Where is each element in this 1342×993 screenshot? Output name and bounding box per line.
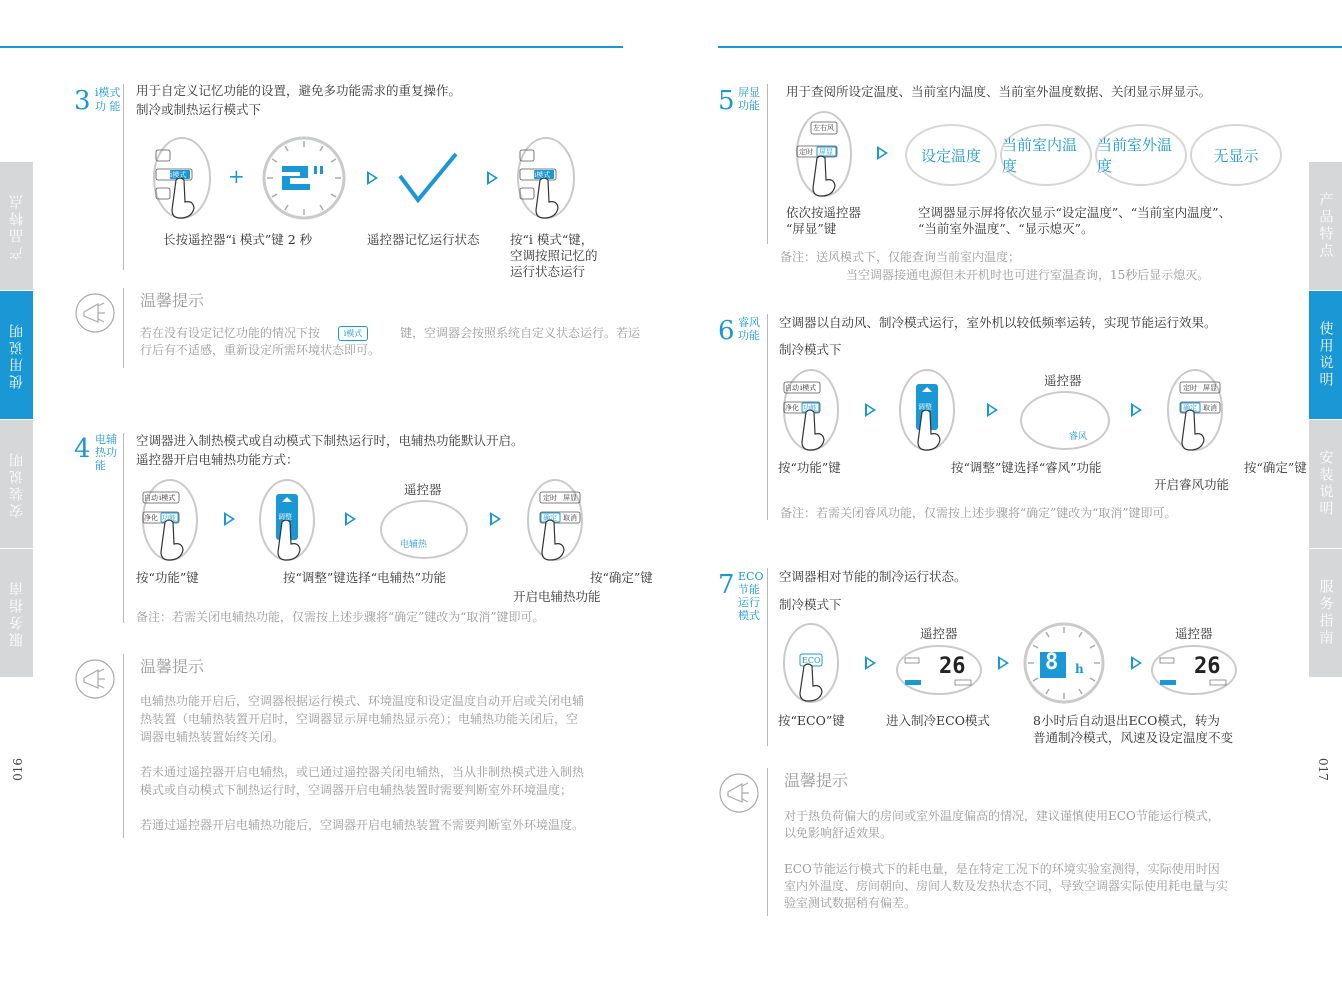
sec3-arrow-1 — [367, 171, 378, 185]
sec4-name-2: 热功 — [95, 446, 117, 459]
timer-2s-icon — [262, 136, 346, 220]
sec5-remote-screen-btn — [795, 110, 853, 198]
page-number-left: 016 — [11, 758, 25, 781]
side-tab-right-features[interactable]: 产品特点 — [1309, 162, 1342, 290]
tip3-p2-l2: 室内外温度、房间朝向、房间人数及发热状态不同，导致空调器实际使用耗电量与实 — [784, 879, 1229, 893]
sec6-remote-adjust — [898, 368, 956, 452]
tip1-line2: 行后有不适感，重新设定所需环境状态即可。 — [140, 343, 381, 357]
sec5-divider — [767, 84, 768, 244]
tip2-p1-l1: 电辅热功能开启后，空调器根据运行模式、环境温度和设定温度自动开启或关闭电辅 — [140, 694, 585, 708]
sec6-remote-screen — [1020, 391, 1110, 450]
side-tab-left-features[interactable]: 产品特点 — [0, 162, 33, 290]
sec3-name-1: i模式 — [95, 86, 121, 99]
tip2-p1-l3: 调器电辅热装置始终关闭。 — [140, 730, 285, 744]
sec7-remote-screen-2 — [1150, 644, 1238, 696]
tip3-title: 温馨提示 — [784, 771, 849, 790]
sec3-name-2: 功 能 — [95, 100, 121, 113]
sec7-hour-unit: h — [1075, 662, 1084, 676]
sec4-btn-ok: 确定 — [543, 514, 557, 522]
tip2-title: 温馨提示 — [140, 657, 205, 676]
side-tab-left-install[interactable]: 安装说明 — [0, 420, 33, 548]
sec6-arrow-1 — [865, 403, 876, 417]
sec3-remote-btn-imode: i模式 — [170, 171, 187, 179]
tip2-divider — [123, 654, 124, 838]
tip1-divider — [123, 288, 124, 368]
sec7-arrow-2 — [998, 656, 1009, 670]
sec6-btn-imode: i模式 — [800, 384, 817, 392]
sec4-screen-text: 电辅热 — [400, 540, 428, 550]
sec4-remote-screen — [380, 500, 468, 559]
sec3-caption-3b: 空调按照记忆的 — [510, 248, 598, 263]
sec7-mode: 制冷模式下 — [779, 597, 842, 612]
sec5-caption-2a: 空调器显示屏将依次显示“设定温度”、“当前室内温度”、 — [918, 205, 1232, 220]
side-tab-left-usage[interactable]: 使用说明 — [0, 291, 33, 419]
sec6-desc: 空调器以自动风、制冷模式运行，室外机以较低频率运转，实现节能运行效果。 — [779, 315, 1217, 330]
sec5-desc: 用于查阅所设定温度、当前室内温度、当前室外温度数据、关闭显示屏显示。 — [786, 84, 1212, 99]
sec6-name-1: 睿风 — [738, 316, 760, 329]
sec3-divider — [123, 84, 124, 270]
sec7-name-4: 模式 — [738, 609, 760, 622]
sec3-remote-press-2 — [516, 136, 576, 220]
sec7-arrow-3 — [1131, 656, 1142, 670]
sec4-caption-3: 按“确定”键 — [590, 570, 653, 585]
sec4-remote-adjust — [258, 478, 316, 562]
sec3-arrow-2 — [487, 171, 498, 185]
sec5-caption-2b: “当前室外温度”、“显示熄灭”。 — [918, 221, 1094, 236]
sec5-display-indoor-temp: 当前室内温度 — [1000, 124, 1092, 186]
top-rule-left — [0, 46, 623, 48]
side-tab-left-service[interactable]: 服务指南 — [0, 549, 33, 677]
tip2-p3: 若通过遥控器开启电辅热功能后，空调器开启电辅热装置不需要判断室外环境温度。 — [140, 818, 585, 832]
sec3-remote-press — [152, 136, 212, 220]
sec5-arrow — [877, 146, 888, 160]
checkmark-icon — [396, 150, 460, 206]
sec7-temp-2: 26 — [1194, 654, 1221, 679]
side-tab-right-usage[interactable]: 使用说明 — [1309, 291, 1342, 419]
sec7-caption-3b: 普通制冷模式，风速及设定温度不变 — [1033, 730, 1234, 745]
tip-megaphone-icon-1 — [74, 292, 116, 334]
sec6-remote-label: 遥控器 — [1044, 373, 1082, 388]
sec6-btn-adjust: 调整 — [918, 403, 932, 411]
tip1-title: 温馨提示 — [140, 291, 205, 310]
tip-megaphone-icon-2 — [74, 658, 116, 700]
tip-megaphone-icon-3 — [718, 772, 760, 814]
sec6-remote-func — [782, 368, 840, 452]
sec4-divider — [123, 433, 124, 623]
tip2-p2-l1: 若未通过遥控器开启电辅热，或已通过遥控器关闭电辅热，当从非制热模式进入制热 — [140, 765, 585, 779]
tip3-p1-l1: 对于热负荷偏大的房间或室外温度偏高的情况，建议谨慎使用ECO节能运行模式， — [784, 809, 1220, 823]
tip1-imode-button: i模式 — [338, 326, 368, 341]
sec4-btn-imode: i模式 — [159, 494, 176, 502]
sec7-divider — [767, 568, 768, 746]
sec4-caption-4: 开启电辅热功能 — [513, 589, 601, 604]
sec5-display-set-temp: 设定温度 — [905, 124, 997, 186]
sec6-btn-screen: 屏显 — [1203, 384, 1217, 392]
sec5-name-2: 功能 — [738, 99, 760, 112]
sec4-btn-screen: 屏显 — [563, 494, 577, 502]
sec4-desc: 空调器进入制热模式或自动模式下制热运行时，电辅热功能默认开启。 — [136, 433, 524, 448]
sec5-btn-timer: 定时 — [799, 148, 813, 156]
sec4-arrow-3 — [490, 512, 501, 526]
sec4-arrow-1 — [224, 512, 235, 526]
sec5-name-1: 屏显 — [738, 86, 760, 99]
sec6-screen-text: 睿风 — [1069, 432, 1088, 442]
sec6-btn-jinghua: 净化 — [785, 404, 799, 412]
side-tab-right-service[interactable]: 服务指南 — [1309, 549, 1342, 677]
sec5-btn-screen: 屏显 — [819, 148, 833, 156]
sec6-btn-timer: 定时 — [1183, 384, 1197, 392]
sec4-method: 遥控器开启电辅热功能方式： — [136, 452, 299, 467]
sec7-hours: 8 — [1045, 650, 1059, 675]
sec4-arrow-2 — [345, 512, 356, 526]
tip1-line1b: 键，空调器会按照系统自定义状态运行。若运 — [400, 326, 641, 340]
sec6-caption-3: 按“确定”键 — [1244, 460, 1307, 475]
sec4-btn-auto: 自动 — [144, 494, 158, 502]
sec5-note-1: 备注：送风模式下，仅能查询当前室内温度； — [780, 250, 1021, 264]
sec7-temp-1: 26 — [939, 654, 966, 679]
sec7-name-1: ECO — [738, 570, 764, 583]
sec6-arrow-2 — [987, 403, 998, 417]
sec5-display-outdoor-temp: 当前室外温度 — [1095, 124, 1187, 186]
sec6-btn-func: 功能 — [803, 404, 817, 412]
sec6-caption-2: 按“调整”键选择“睿风”功能 — [951, 460, 1102, 475]
sec3-mode: 制冷或制热运行模式下 — [136, 102, 262, 117]
sec7-name-3: 运行 — [738, 596, 760, 609]
sec4-btn-adjust: 调整 — [278, 513, 292, 521]
sec4-name-1: 电辅 — [95, 433, 117, 446]
tip2-p1-l2: 热装置（电辅热装置开启时，空调器显示屏电辅热显示亮）；电辅热功能关闭后，空 — [140, 712, 579, 726]
sec4-note: 备注：若需关闭电辅热功能，仅需按上述步骤将“确定”键改为“取消”键即可。 — [136, 610, 545, 624]
tip3-divider — [767, 768, 768, 916]
sec4-btn-jinghua: 净化 — [144, 514, 158, 522]
sec7-name-2: 节能 — [738, 583, 760, 596]
sec3-caption-3c: 运行状态运行 — [510, 264, 586, 279]
tip3-p2-l1: ECO节能运行模式下的耗电量，是在特定工况下的环境实验室测得，实际使用时因 — [784, 862, 1220, 876]
sec5-caption-1a: 依次按遥控器 — [786, 205, 862, 220]
sec4-caption-1: 按“功能”键 — [136, 570, 199, 585]
sec3-caption-3a: 按“i 模式“键， — [510, 232, 594, 247]
sec7-remote-eco — [782, 622, 840, 704]
timer-8h-icon — [1023, 622, 1105, 704]
tip3-p2-l3: 验室测试数据稍有偏差。 — [784, 896, 917, 910]
sec6-remote-ok — [1166, 368, 1224, 452]
sec3-remote2-btn-imode: i模式 — [534, 171, 551, 179]
sec7-remote-label-1: 遥控器 — [920, 626, 958, 641]
sec7-btn-eco: ECO — [802, 656, 821, 665]
sec5-caption-1b: “屏显”键 — [786, 221, 837, 236]
sec5-display-off: 无显示 — [1190, 124, 1282, 186]
plus-icon: + — [228, 164, 245, 188]
sec7-remote-screen-1 — [895, 644, 983, 696]
page-number-right: 017 — [1316, 758, 1330, 781]
sec6-number: 6 — [718, 316, 735, 346]
sec7-remote-label-2: 遥控器 — [1175, 626, 1213, 641]
sec7-number: 7 — [718, 570, 735, 600]
sec6-arrow-3 — [1131, 403, 1142, 417]
sec7-desc: 空调器相对节能的制冷运行状态。 — [779, 569, 967, 584]
sec6-name-2: 功能 — [738, 329, 760, 342]
tip3-p1-l2: 以免影响舒适效果。 — [784, 826, 893, 840]
side-tab-right-install[interactable]: 安装说明 — [1309, 420, 1342, 548]
sec6-btn-ok: 确定 — [1183, 404, 1197, 412]
tip1-line1a: 若在没有设定记忆功能的情况下按 — [140, 326, 321, 340]
sec7-caption-2: 进入制冷ECO模式 — [886, 713, 990, 728]
sec4-btn-timer: 定时 — [543, 494, 557, 502]
sec6-note: 备注：若需关闭睿风功能，仅需按上述步骤将“确定”键改为“取消”键即可。 — [780, 506, 1177, 520]
sec6-caption-1: 按“功能”键 — [778, 460, 841, 475]
sec4-number: 4 — [74, 434, 91, 464]
sec5-number: 5 — [718, 86, 735, 116]
sec5-btn-zuoyou: 左右风 — [813, 124, 834, 132]
sec4-remote-label: 遥控器 — [404, 482, 442, 497]
tip2-p2-l2: 模式或自动模式下制热运行时，空调器开启电辅热装置时需要判断室外环境温度； — [140, 783, 573, 797]
sec7-arrow-1 — [865, 656, 876, 670]
sec3-caption-2: 遥控器记忆运行状态 — [367, 232, 480, 247]
sec4-name-3: 能 — [95, 459, 106, 472]
sec6-mode: 制冷模式下 — [779, 342, 842, 357]
sec4-btn-cancel: 取消 — [563, 514, 577, 522]
sec3-number: 3 — [74, 86, 91, 116]
sec4-remote-func — [141, 478, 199, 562]
sec7-caption-3a: 8小时后自动退出ECO模式，转为 — [1033, 713, 1220, 728]
sec4-caption-2: 按“调整”键选择“电辅热”功能 — [283, 570, 447, 585]
sec6-caption-4: 开启睿风功能 — [1154, 477, 1230, 492]
sec7-caption-1: 按“ECO”键 — [778, 713, 845, 728]
sec6-btn-cancel: 取消 — [1203, 404, 1217, 412]
sec5-note-2: 当空调器接通电源但未开机时也可进行室温查询，15秒后显示熄灭。 — [846, 268, 1210, 282]
sec4-remote-ok — [526, 478, 584, 562]
top-rule-right — [718, 46, 1342, 48]
sec4-btn-func: 功能 — [162, 514, 176, 522]
sec3-desc: 用于自定义记忆功能的设置，避免多功能需求的重复操作。 — [136, 83, 462, 98]
sec6-btn-auto: 自动 — [785, 384, 799, 392]
sec6-divider — [767, 314, 768, 520]
sec3-caption-1: 长按遥控器“i 模式”键 2 秒 — [163, 232, 313, 247]
